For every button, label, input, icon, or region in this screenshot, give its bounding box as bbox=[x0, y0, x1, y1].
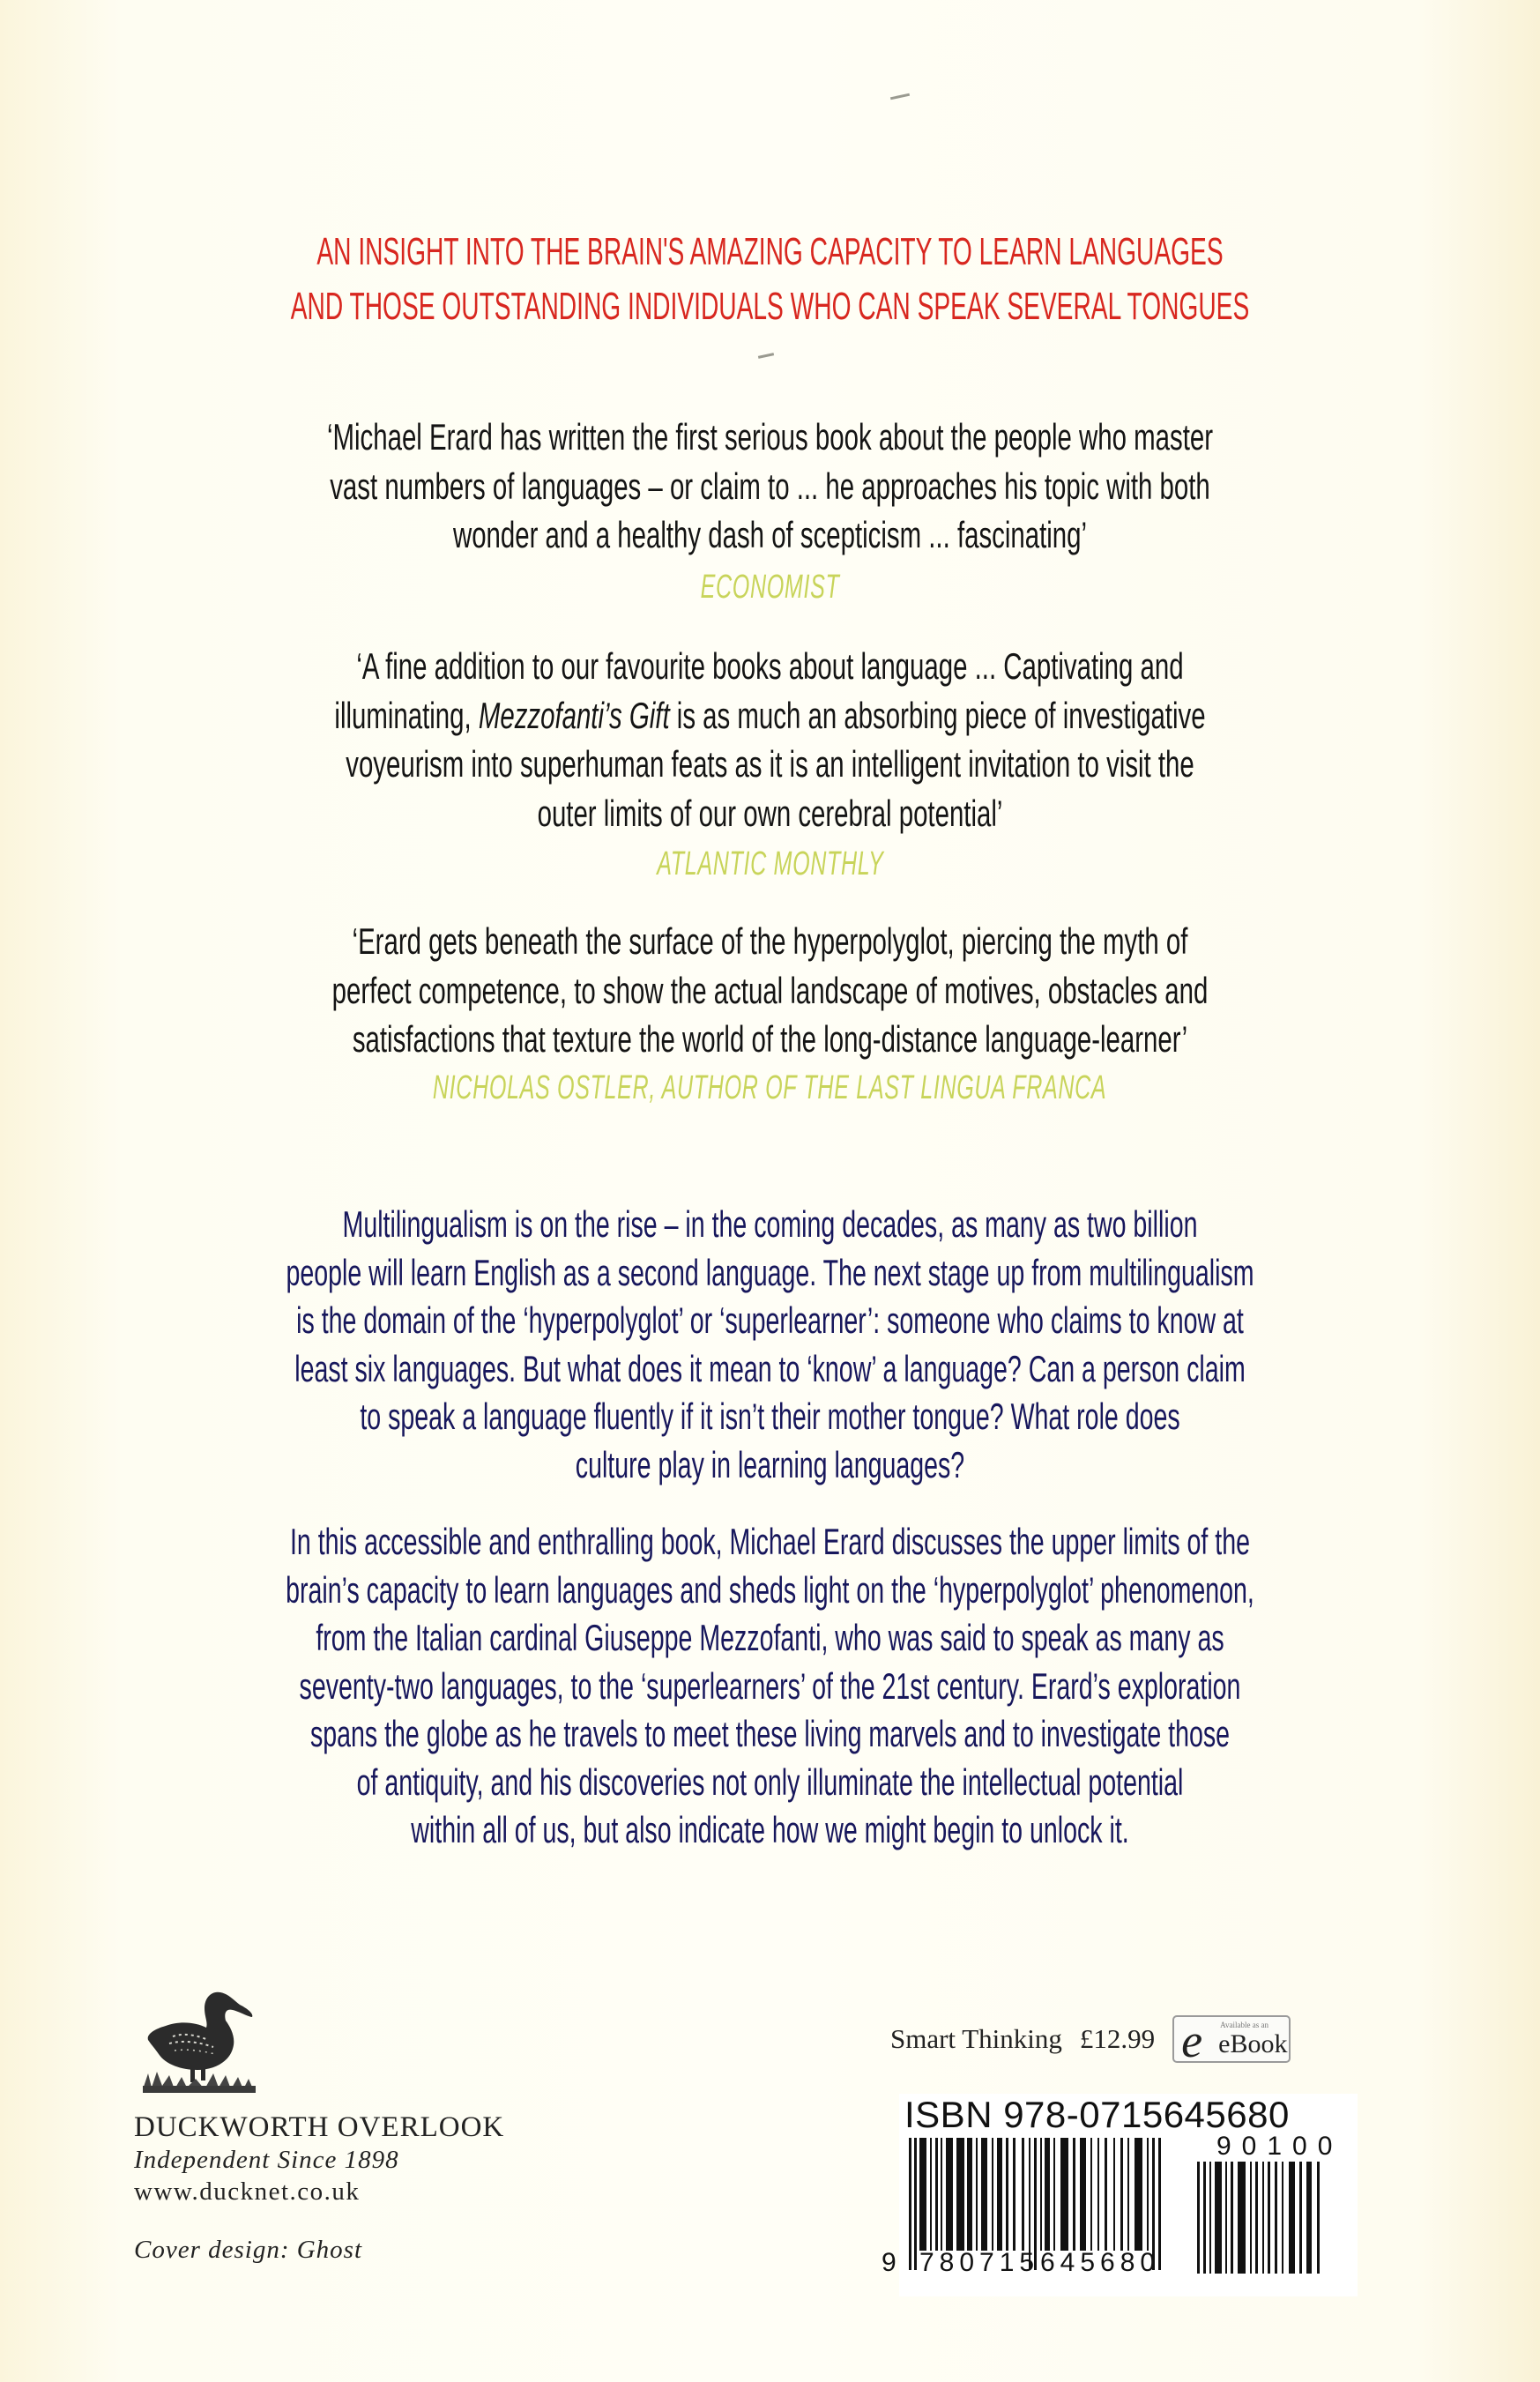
blurb-line: seventy-two languages, to the ‘superlearners’ of the 21st century. Erard’s exploration bbox=[299, 1664, 1241, 1707]
price-row bbox=[890, 2013, 1291, 2066]
barcode-digits-group-1: 780715 bbox=[919, 2248, 1040, 2277]
review-text: illuminating, bbox=[334, 694, 479, 736]
review-line: wonder and a healthy dash of scepticism ... fascinating’ bbox=[452, 514, 1088, 555]
blurb-line: culture play in learning languages? bbox=[575, 1443, 965, 1485]
blurb-line: from the Italian cardinal Giuseppe Mezzofanti, who was said to speak as many as bbox=[316, 1617, 1224, 1658]
blurb-line: least six languages. But what does it mean to ‘know’ a language? Can a person claim bbox=[294, 1347, 1246, 1389]
blurb-line: spans the globe as he travels to meet these living marvels and to investigate those bbox=[309, 1713, 1231, 1754]
review-line: perfect competence, to show the actual landscape of motives, obstacles and bbox=[331, 969, 1209, 1011]
review-line: ‘A fine addition to our favourite books about language ... Captivating and bbox=[356, 645, 1184, 687]
barcode-leading-digit: 9 bbox=[882, 2248, 902, 2277]
publisher-name: DUCKWORTH OVERLOOK bbox=[134, 2111, 505, 2143]
review-line: vast numbers of languages – or claim to ... he approaches his topic with both bbox=[330, 465, 1210, 507]
headline bbox=[0, 225, 1540, 334]
review-atlantic bbox=[0, 642, 1540, 837]
publisher-block bbox=[134, 1985, 557, 2266]
ebook-availability-text: Available as an bbox=[1220, 2021, 1268, 2029]
ebook-badge bbox=[1172, 2014, 1291, 2067]
blurb-line: people will learn English as a second language. The next stage up from multilingualism bbox=[286, 1251, 1254, 1293]
review-line: voyeurism into superhuman feats as it is an intelligent invitation to visit the bbox=[346, 743, 1194, 785]
blurb-line: Multilingualism is on the rise – in the coming decades, as many as two billion bbox=[342, 1203, 1198, 1245]
blurb-line: brain’s capacity to learn languages and sheds light on the ‘hyperpolyglot’ phenomenon, bbox=[286, 1568, 1254, 1611]
barcode-addon-digits: 90100 bbox=[1216, 2132, 1343, 2161]
blurb-line: of antiquity, and his discoveries not only illuminate the intellectual potential bbox=[356, 1760, 1184, 1803]
review-source bbox=[0, 846, 1540, 882]
review-line-with-title bbox=[231, 691, 1309, 741]
review-source bbox=[0, 569, 1540, 605]
price: £12.99 bbox=[1079, 2023, 1156, 2054]
review-line: outer limits of our own cerebral potential’ bbox=[537, 792, 1003, 834]
ebook-label: eBook bbox=[1218, 2029, 1288, 2058]
blurb-line: is the domain of the ‘hyperpolyglot’ or ‘superlearner’: someone who claims to know at bbox=[296, 1299, 1244, 1341]
decorative-mark bbox=[758, 353, 774, 359]
review-economist bbox=[0, 413, 1540, 560]
blurb-line: to speak a language fluently if it isn’t their mother tongue? What role does bbox=[360, 1396, 1180, 1437]
blurb-paragraph-1 bbox=[0, 1201, 1540, 1489]
review-text: is as much an absorbing piece of investigative bbox=[669, 694, 1206, 736]
barcode-addon-icon bbox=[1162, 2162, 1325, 2274]
review-source-text: ECONOMIST bbox=[700, 569, 840, 606]
review-line: satisfactions that texture the world of the long-distance language-learner’ bbox=[352, 1018, 1188, 1060]
review-line: ‘Erard gets beneath the surface of the hyperpolyglot, piercing the myth of bbox=[352, 920, 1188, 962]
publisher-tagline: Independent Since 1898 bbox=[134, 2146, 399, 2174]
duck-icon bbox=[134, 1985, 266, 2100]
blurb-line: In this accessible and enthralling book, Michael Erard discusses the upper limits of the bbox=[289, 1521, 1251, 1562]
ebook-e-icon: e bbox=[1181, 2014, 1203, 2067]
series-name: Smart Thinking bbox=[890, 2023, 1062, 2054]
blurb-line: within all of us, but also indicate how we might begin to unlock it. bbox=[411, 1809, 1129, 1850]
review-source bbox=[0, 1070, 1540, 1105]
decorative-mark bbox=[890, 93, 910, 100]
book-title: Mezzofanti’s Gift bbox=[478, 694, 670, 736]
publisher-url[interactable]: www.ducknet.co.uk bbox=[134, 2177, 361, 2206]
review-source-text: NICHOLAS OSTLER, AUTHOR OF THE LAST LINGUA FRANCA bbox=[433, 1069, 1107, 1106]
barcode-digits-group-2: 645680 bbox=[1040, 2248, 1161, 2277]
isbn-label: ISBN 978-0715645680 bbox=[904, 2094, 1290, 2135]
blurb-paragraph-2 bbox=[0, 1518, 1540, 1855]
headline-line: AN INSIGHT INTO THE BRAIN'S AMAZING CAPACITY TO LEARN LANGUAGES bbox=[316, 230, 1224, 273]
headline-line: AND THOSE OUTSTANDING INDIVIDUALS WHO CAN SPEAK SEVERAL TONGUES bbox=[290, 285, 1250, 328]
review-source-text: ATLANTIC MONTHLY bbox=[656, 845, 884, 882]
review-line: ‘Michael Erard has written the first serious book about the people who master bbox=[326, 416, 1214, 458]
review-ostler bbox=[0, 917, 1540, 1064]
cover-credit: Cover design: Ghost bbox=[134, 2236, 363, 2264]
